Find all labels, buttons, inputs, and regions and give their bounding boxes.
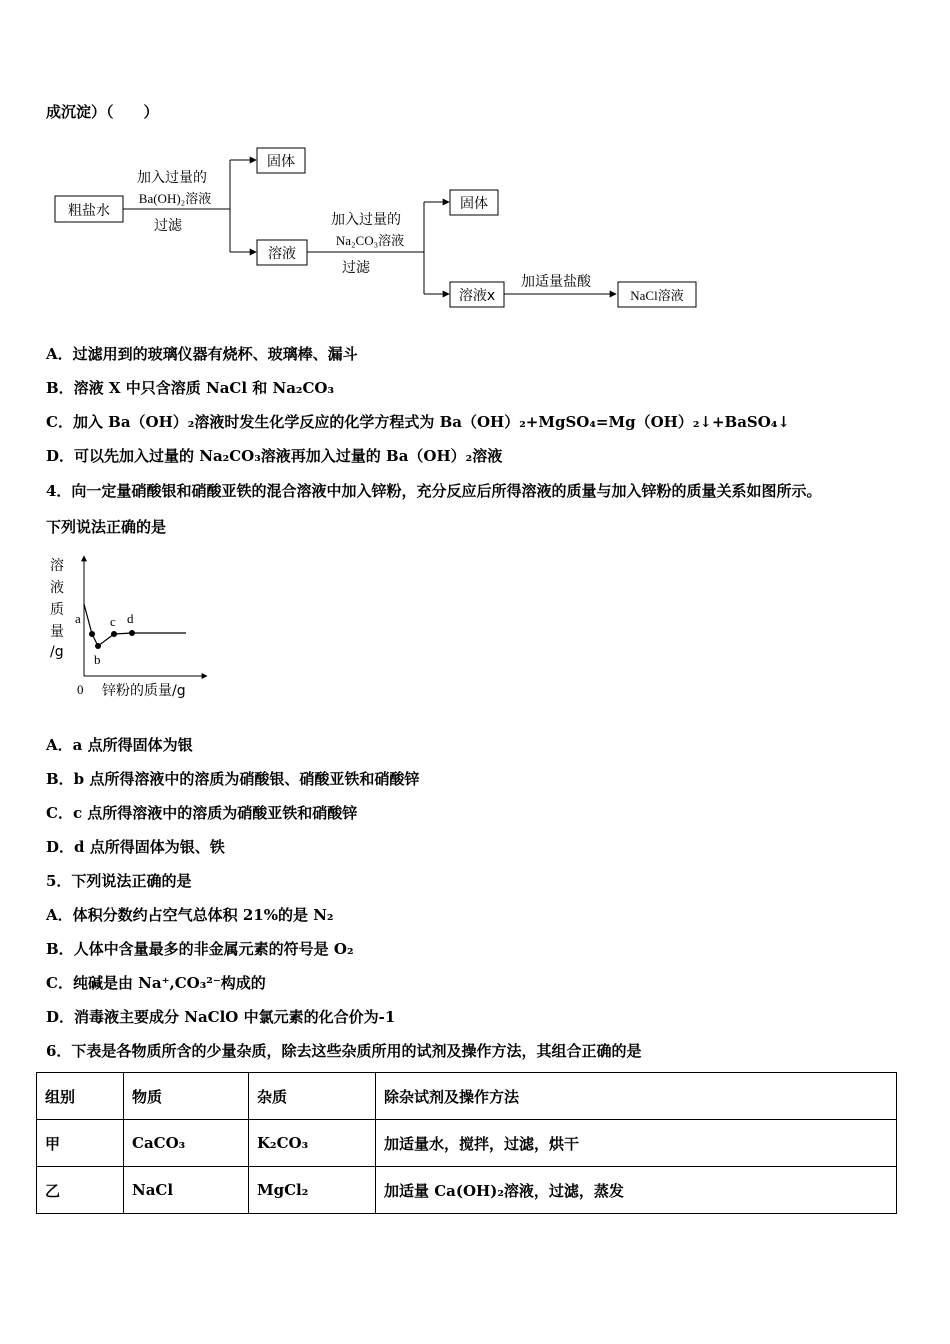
table-row [37,1120,897,1167]
mass-graph-svg [42,548,222,708]
q4-option-c: C．c 点所得溶液中的溶质为硝酸亚铁和硝酸锌 [46,804,358,822]
table-cell: K₂CO₃ [249,1120,376,1167]
y-label-1: 溶 [50,558,64,574]
point-a-label: a [75,611,81,626]
point-d-label: d [127,611,134,626]
y-label-4: 量 [50,624,64,640]
step2-filter: 过滤 [342,260,370,276]
q4-option-b: B．b 点所得溶液中的溶质为硝酸银、硝酸亚铁和硝酸锌 [46,770,420,788]
solid2-label: 固体 [460,196,488,212]
point-a [89,631,95,637]
step2-reagent: Na₂CO₃溶液 [335,233,405,248]
q4-stem-line2: 下列说法正确的是 [46,518,167,536]
q4-stem-line1: 4．向一定量硝酸银和硝酸亚铁的混合溶液中加入锌粉，充分反应后所得溶液的质量与加入锌粉的质量关系如图所示。 [46,482,822,500]
solution-x-label: 溶液x [458,288,496,304]
table-header-row [37,1073,897,1120]
q3-option-d: D．可以先加入过量的 Na₂CO₃溶液再加入过量的 Ba（OH）₂溶液 [46,447,503,465]
header-substance: 物质 [124,1073,249,1120]
product-label: NaCl溶液 [630,288,684,303]
table-cell: 甲 [37,1120,124,1167]
header-method: 除杂试剂及操作方法 [376,1073,897,1120]
table-cell: 加适量 Ca(OH)₂溶液，过滤，蒸发 [376,1167,897,1214]
point-b [95,643,101,649]
q4-option-d: D．d 点所得固体为银、铁 [46,838,225,856]
crude-brine-label: 粗盐水 [68,203,110,219]
point-c [111,631,117,637]
step2-line1: 加入过量的 [331,212,401,228]
table-cell: 乙 [37,1167,124,1214]
y-label-2: 液 [50,580,64,596]
filtrate1-label: 溶液 [268,246,296,262]
point-d [129,630,135,636]
table-cell: NaCl [124,1167,249,1214]
q3-option-c: C．加入 Ba（OH）₂溶液时发生化学反应的化学方程式为 Ba（OH）₂+MgSO₄=Mg（OH）₂↓+BaSO₄↓ [46,413,790,431]
step1-line1: 加入过量的 [137,170,207,186]
flowchart-svg [50,140,710,320]
step3-label: 加适量盐酸 [521,274,591,290]
step1-filter: 过滤 [154,218,182,234]
question-intro-tail: 成沉淀）（ ） [46,103,159,121]
origin-label: 0 [77,682,84,697]
table-cell: 加适量水，搅拌，过滤，烘干 [376,1120,897,1167]
header-group: 组别 [37,1073,124,1120]
q4-option-a: A．a 点所得固体为银 [46,736,193,754]
step1-reagent: Ba(OH)₂溶液 [138,191,212,206]
q5-option-b: B．人体中含量最多的非金属元素的符号是 O₂ [46,940,354,958]
mass-graph [42,548,222,708]
table-row [37,1167,897,1214]
q3-option-b: B．溶液 X 中只含溶质 NaCl 和 Na₂CO₃ [46,379,335,397]
q5-option-d: D．消毒液主要成分 NaClO 中氯元素的化合价为-1 [46,1008,396,1026]
q5-stem: 5．下列说法正确的是 [46,872,192,890]
y-label-5: /g [50,644,64,660]
solid1-label: 固体 [267,154,295,170]
q5-option-c: C．纯碱是由 Na⁺,CO₃²⁻构成的 [46,974,266,992]
y-label-3: 质 [50,602,64,618]
q6-stem: 6．下表是各物质所含的少量杂质，除去这些杂质所用的试剂及操作方法，其组合正确的是 [46,1042,642,1060]
point-b-label: b [94,652,101,667]
table-cell: MgCl₂ [249,1167,376,1214]
impurity-table [36,1072,897,1214]
process-flowchart [50,140,710,320]
x-axis-label: 锌粉的质量/g [102,683,186,699]
mass-curve [84,604,186,646]
q5-option-a: A．体积分数约占空气总体积 21%的是 N₂ [46,906,334,924]
point-c-label: c [110,614,116,629]
table-cell: CaCO₃ [124,1120,249,1167]
q3-option-a: A．过滤用到的玻璃仪器有烧杯、玻璃棒、漏斗 [46,345,358,363]
header-impurity: 杂质 [249,1073,376,1120]
